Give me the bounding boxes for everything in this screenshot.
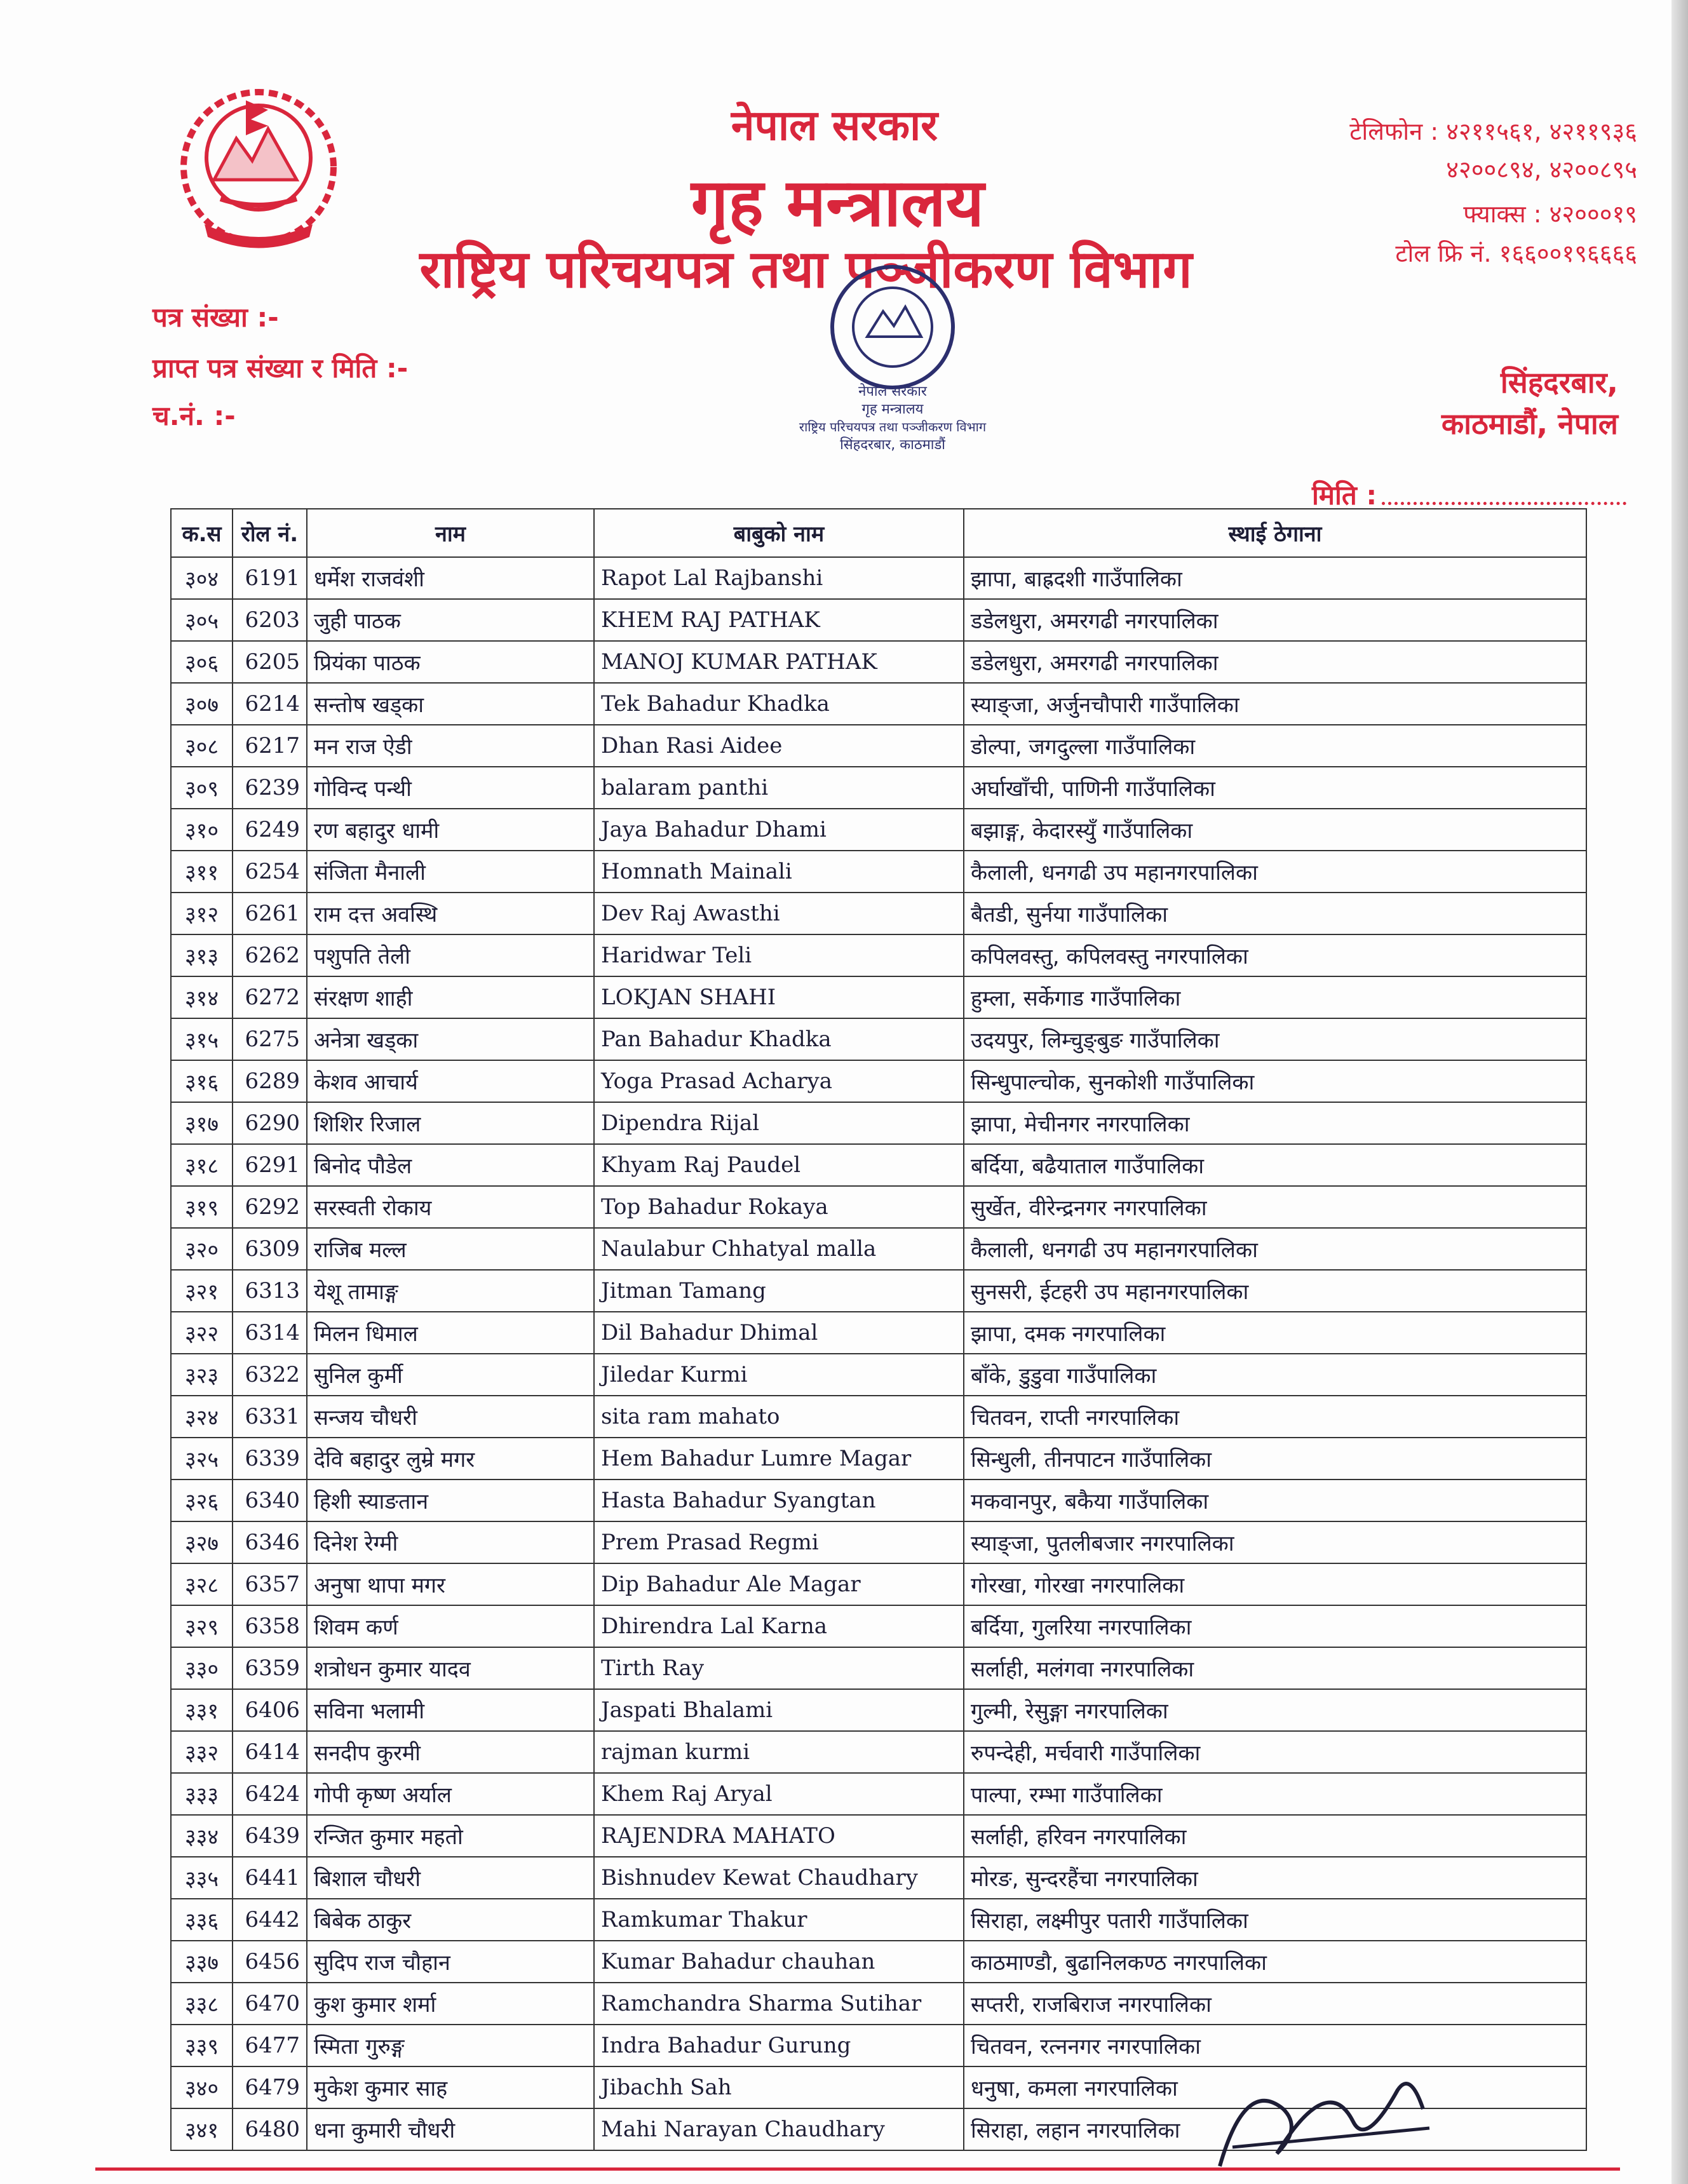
- father-name-cell: Hasta Bahadur Syangtan: [594, 1480, 964, 1521]
- serial-cell: ३२५: [171, 1438, 233, 1480]
- page-edge-shadow: [1671, 0, 1688, 2184]
- father-name-cell: Khyam Raj Paudel: [594, 1144, 964, 1186]
- serial-cell: ३२२: [171, 1312, 233, 1354]
- name-cell: धर्मेश राजवंशी: [307, 557, 594, 599]
- name-cell: शत्रोधन कुमार यादव: [307, 1647, 594, 1689]
- roll-cell: 6272: [233, 976, 307, 1018]
- name-cell: मन राज ऐडी: [307, 725, 594, 767]
- table-row: [171, 1563, 1586, 1605]
- address-cell: सर्लाही, मलंगवा नगरपालिका: [964, 1647, 1586, 1689]
- phone-numbers-2: ४२००८९४, ४२००८९५: [1446, 156, 1637, 184]
- father-name-cell: Ramkumar Thakur: [594, 1899, 964, 1941]
- address-cell: गोरखा, गोरखा नगरपालिका: [964, 1563, 1586, 1605]
- table-row: [171, 976, 1586, 1018]
- name-cell: सन्तोष खड्का: [307, 683, 594, 725]
- roll-cell: 6441: [233, 1857, 307, 1899]
- roll-cell: 6205: [233, 641, 307, 683]
- government-title: नेपाल सरकार: [731, 101, 938, 150]
- name-cell: धना कुमारी चाैधरी: [307, 2108, 594, 2150]
- serial-cell: ३३८: [171, 1983, 233, 2025]
- father-name-cell: rajman kurmi: [594, 1731, 964, 1773]
- roll-cell: 6292: [233, 1186, 307, 1228]
- serial-cell: ३३७: [171, 1941, 233, 1983]
- father-name-cell: balaram panthi: [594, 767, 964, 809]
- name-cell: सरस्वती रोकाय: [307, 1186, 594, 1228]
- table-row: [171, 1228, 1586, 1270]
- roll-cell: 6477: [233, 2025, 307, 2066]
- roll-cell: 6479: [233, 2066, 307, 2108]
- roll-cell: 6313: [233, 1270, 307, 1312]
- table-row: [171, 1354, 1586, 1396]
- address-cell: बैतडी, सुर्नया गाउँपालिका: [964, 893, 1586, 934]
- name-cell: सविना भलामी: [307, 1689, 594, 1731]
- address-cell: कैलाली, धनगढी उप महानगरपालिका: [964, 851, 1586, 893]
- roll-cell: 6275: [233, 1018, 307, 1060]
- father-name-cell: Dip Bahadur Ale Magar: [594, 1563, 964, 1605]
- serial-cell: ३३०: [171, 1647, 233, 1689]
- date-blank-line: [1382, 502, 1626, 505]
- father-name-cell: Jibachh Sah: [594, 2066, 964, 2108]
- table-row: [171, 1018, 1586, 1060]
- roll-cell: 6309: [233, 1228, 307, 1270]
- serial-cell: ३२१: [171, 1270, 233, 1312]
- table-row: [171, 1773, 1586, 1815]
- name-cell: राम दत्त अवस्थि: [307, 893, 594, 934]
- father-name-cell: Dev Raj Awasthi: [594, 893, 964, 934]
- roll-cell: 6346: [233, 1521, 307, 1563]
- address-cell: अर्घाखाँची, पाणिनी गाउँपालिका: [964, 767, 1586, 809]
- roll-cell: 6480: [233, 2108, 307, 2150]
- ministry-title: गृह मन्त्रालय: [691, 164, 985, 241]
- table-row: [171, 1941, 1586, 1983]
- address-cell: कपिलवस्तु, कपिलवस्तु नगरपालिका: [964, 934, 1586, 976]
- name-cell: मिलन धिमाल: [307, 1312, 594, 1354]
- name-cell: मुकेश कुमार साह: [307, 2066, 594, 2108]
- address-cell: उदयपुर, लिम्चुङ्बुङ गाउँपालिका: [964, 1018, 1586, 1060]
- serial-cell: ३१८: [171, 1144, 233, 1186]
- address-cell: बझाङ्ग, केदारस्युँ गाउँपालिका: [964, 809, 1586, 851]
- name-cell: गोपी कृष्ण अर्याल: [307, 1773, 594, 1815]
- name-cell: अनुषा थापा मगर: [307, 1563, 594, 1605]
- roll-cell: 6262: [233, 934, 307, 976]
- name-cell: बिबेक ठाकुर: [307, 1899, 594, 1941]
- table-row: [171, 1647, 1586, 1689]
- col-address-header: स्थाई ठेगाना: [964, 509, 1586, 557]
- father-name-cell: Jitman Tamang: [594, 1270, 964, 1312]
- name-cell: सन्जय चाैधरी: [307, 1396, 594, 1438]
- name-cell: शिशिर रिजाल: [307, 1102, 594, 1144]
- table-row: [171, 1144, 1586, 1186]
- serial-cell: ३१७: [171, 1102, 233, 1144]
- serial-cell: ३३९: [171, 2025, 233, 2066]
- name-cell: अनेत्रा खड्का: [307, 1018, 594, 1060]
- father-name-cell: Tirth Ray: [594, 1647, 964, 1689]
- serial-cell: ३१६: [171, 1060, 233, 1102]
- father-name-cell: Pan Bahadur Khadka: [594, 1018, 964, 1060]
- roll-cell: 6357: [233, 1563, 307, 1605]
- roll-cell: 6358: [233, 1605, 307, 1647]
- address-cell: चितवन, रत्ननगर नगरपालिका: [964, 2025, 1586, 2066]
- address-cell: स्याङ्जा, पुतलीबजार नगरपालिका: [964, 1521, 1586, 1563]
- serial-cell: ३३१: [171, 1689, 233, 1731]
- letter-number-label: पत्र संख्या :-: [152, 302, 279, 333]
- roll-cell: 6214: [233, 683, 307, 725]
- serial-cell: ३४०: [171, 2066, 233, 2108]
- phone-numbers: टेलिफोन : ४२११५६१, ४२११९३६: [1349, 118, 1637, 145]
- address-cell: झापा, मेचीनगर नगरपालिका: [964, 1102, 1586, 1144]
- footer-rule: [95, 2167, 1620, 2171]
- office-address-line1: सिंहदरबार,: [1500, 365, 1618, 400]
- name-cell: बिनोद पौडेल: [307, 1144, 594, 1186]
- address-cell: स्याङ्जा, अर्जुनचौपारी गाउँपालिका: [964, 683, 1586, 725]
- roll-cell: 6442: [233, 1899, 307, 1941]
- table-row: [171, 1689, 1586, 1731]
- roll-cell: 6249: [233, 809, 307, 851]
- name-cell: सनदीप कुरमी: [307, 1731, 594, 1773]
- address-cell: सुर्खेत, वीरेन्द्रनगर नगरपालिका: [964, 1186, 1586, 1228]
- applicant-table: [170, 508, 1587, 2151]
- serial-cell: ३३४: [171, 1815, 233, 1857]
- name-cell: दिनेश रेग्मी: [307, 1521, 594, 1563]
- table-row: [171, 1899, 1586, 1941]
- father-name-cell: Mahi Narayan Chaudhary: [594, 2108, 964, 2150]
- name-cell: कुश कुमार शर्मा: [307, 1983, 594, 2025]
- father-name-cell: Jaspati Bhalami: [594, 1689, 964, 1731]
- serial-cell: ३१९: [171, 1186, 233, 1228]
- name-cell: स्मिता गुरुङ्ग: [307, 2025, 594, 2066]
- received-letter-label: प्राप्त पत्र संख्या र मिति :-: [152, 353, 408, 384]
- father-name-cell: Top Bahadur Rokaya: [594, 1186, 964, 1228]
- name-cell: येशू तामाङ्ग: [307, 1270, 594, 1312]
- father-name-cell: Homnath Mainali: [594, 851, 964, 893]
- fax-number: फ्याक्स : ४२०००१९: [1463, 200, 1637, 228]
- table-row: [171, 809, 1586, 851]
- serial-cell: ३०७: [171, 683, 233, 725]
- table-row: [171, 1396, 1586, 1438]
- name-cell: केशव आचार्य: [307, 1060, 594, 1102]
- roll-cell: 6359: [233, 1647, 307, 1689]
- table-row: [171, 1857, 1586, 1899]
- table-row: [171, 1815, 1586, 1857]
- table-body: [171, 557, 1586, 2150]
- name-cell: प्रियंका पाठक: [307, 641, 594, 683]
- table-row: [171, 1983, 1586, 2025]
- address-cell: सिराहा, लक्ष्मीपुर पतारी गाउँपालिका: [964, 1899, 1586, 1941]
- address-cell: डडेलधुरा, अमरगढी नगरपालिका: [964, 641, 1586, 683]
- name-cell: रण बहादुर धामी: [307, 809, 594, 851]
- address-cell: सर्लाही, हरिवन नगरपालिका: [964, 1815, 1586, 1857]
- roll-cell: 6203: [233, 599, 307, 641]
- table-row: [171, 1270, 1586, 1312]
- serial-cell: ३२८: [171, 1563, 233, 1605]
- serial-cell: ३२७: [171, 1521, 233, 1563]
- table-row: [171, 1521, 1586, 1563]
- father-name-cell: Dil Bahadur Dhimal: [594, 1312, 964, 1354]
- address-cell: बर्दिया, गुलरिया नगरपालिका: [964, 1605, 1586, 1647]
- department-title: राष्ट्रिय परिचयपत्र तथा पञ्जीकरण विभाग: [419, 239, 1192, 300]
- table-row: [171, 767, 1586, 809]
- roll-cell: 6424: [233, 1773, 307, 1815]
- roll-cell: 6456: [233, 1941, 307, 1983]
- serial-cell: ३२४: [171, 1396, 233, 1438]
- address-cell: धनुषा, कमला नगरपालिका: [964, 2066, 1586, 2108]
- name-cell: शिवम कर्ण: [307, 1605, 594, 1647]
- table-row: [171, 1605, 1586, 1647]
- father-name-cell: Bishnudev Kewat Chaudhary: [594, 1857, 964, 1899]
- father-name-cell: Naulabur Chhatyal malla: [594, 1228, 964, 1270]
- name-cell: संरक्षण शाही: [307, 976, 594, 1018]
- serial-cell: ३०९: [171, 767, 233, 809]
- roll-cell: 6339: [233, 1438, 307, 1480]
- serial-cell: ३०४: [171, 557, 233, 599]
- name-cell: बिशाल चौधरी: [307, 1857, 594, 1899]
- father-name-cell: LOKJAN SHAHI: [594, 976, 964, 1018]
- address-cell: डोल्पा, जगदुल्ला गाउँपालिका: [964, 725, 1586, 767]
- father-name-cell: sita ram mahato: [594, 1396, 964, 1438]
- address-cell: डडेलधुरा, अमरगढी नगरपालिका: [964, 599, 1586, 641]
- address-cell: झापा, दमक नगरपालिका: [964, 1312, 1586, 1354]
- address-cell: बर्दिया, बढैयाताल गाउँपालिका: [964, 1144, 1586, 1186]
- serial-cell: ३३६: [171, 1899, 233, 1941]
- roll-cell: 6217: [233, 725, 307, 767]
- father-name-cell: Jiledar Kurmi: [594, 1354, 964, 1396]
- address-cell: पाल्पा, रम्भा गाउँपालिका: [964, 1773, 1586, 1815]
- table-row: [171, 1060, 1586, 1102]
- father-name-cell: Dhan Rasi Aidee: [594, 725, 964, 767]
- roll-cell: 6439: [233, 1815, 307, 1857]
- department-stamp: [759, 251, 1026, 480]
- father-name-cell: Yoga Prasad Acharya: [594, 1060, 964, 1102]
- father-name-cell: Indra Bahadur Gurung: [594, 2025, 964, 2066]
- name-cell: रन्जित कुमार महतो: [307, 1815, 594, 1857]
- address-cell: काठमाण्डौ, बुढानिलकण्ठ नगरपालिका: [964, 1941, 1586, 1983]
- name-cell: जुही पाठक: [307, 599, 594, 641]
- serial-cell: ३१२: [171, 893, 233, 934]
- table-row: [171, 851, 1586, 893]
- name-cell: देवि बहादुर लुम्रे मगर: [307, 1438, 594, 1480]
- father-name-cell: Hem Bahadur Lumre Magar: [594, 1438, 964, 1480]
- serial-cell: ३१५: [171, 1018, 233, 1060]
- table-row: [171, 1480, 1586, 1521]
- toll-free-number: टोल फ्रि नं. १६६००१९६६६६: [1395, 239, 1637, 267]
- serial-cell: ३१०: [171, 809, 233, 851]
- address-cell: मोरङ, सुन्दरहैंचा नगरपालिका: [964, 1857, 1586, 1899]
- serial-cell: ३४१: [171, 2108, 233, 2150]
- table-row: [171, 1438, 1586, 1480]
- father-name-cell: Khem Raj Aryal: [594, 1773, 964, 1815]
- roll-cell: 6291: [233, 1144, 307, 1186]
- official-signature: [1207, 2052, 1436, 2179]
- serial-cell: ३०५: [171, 599, 233, 641]
- stamp-line-3: राष्ट्रिय परिचयपत्र तथा पञ्जीकरण विभाग: [799, 419, 987, 435]
- address-cell: सुनसरी, ईटहरी उप महानगरपालिका: [964, 1270, 1586, 1312]
- date-label: मिति :: [1312, 480, 1377, 511]
- father-name-cell: Prem Prasad Regmi: [594, 1521, 964, 1563]
- father-name-cell: Dipendra Rijal: [594, 1102, 964, 1144]
- stamp-line-2: गृह मन्त्रालय: [861, 401, 924, 417]
- address-cell: सिन्धुपाल्चोक, सुनकोशी गाउँपालिका: [964, 1060, 1586, 1102]
- roll-cell: 6406: [233, 1689, 307, 1731]
- col-name-header: नाम: [307, 509, 594, 557]
- table-row: [171, 1102, 1586, 1144]
- father-name-cell: Jaya Bahadur Dhami: [594, 809, 964, 851]
- table-row: [171, 893, 1586, 934]
- table-row: [171, 683, 1586, 725]
- address-cell: गुल्मी, रेसुङ्गा नगरपालिका: [964, 1689, 1586, 1731]
- serial-cell: ३०६: [171, 641, 233, 683]
- father-name-cell: Tek Bahadur Khadka: [594, 683, 964, 725]
- father-name-cell: MANOJ KUMAR PATHAK: [594, 641, 964, 683]
- table-row: [171, 557, 1586, 599]
- stamp-line-4: सिंहदरबार, काठमाडौं: [840, 437, 945, 453]
- roll-cell: 6239: [233, 767, 307, 809]
- roll-cell: 6289: [233, 1060, 307, 1102]
- name-cell: गोविन्द पन्थी: [307, 767, 594, 809]
- serial-cell: ३०८: [171, 725, 233, 767]
- father-name-cell: Rapot Lal Rajbanshi: [594, 557, 964, 599]
- address-cell: सप्तरी, राजबिराज नगरपालिका: [964, 1983, 1586, 2025]
- serial-cell: ३११: [171, 851, 233, 893]
- name-cell: हिशी स्याङतान: [307, 1480, 594, 1521]
- roll-cell: 6314: [233, 1312, 307, 1354]
- name-cell: राजिब मल्ल: [307, 1228, 594, 1270]
- roll-cell: 6340: [233, 1480, 307, 1521]
- address-cell: सिराहा, लहान नगरपालिका: [964, 2108, 1586, 2150]
- serial-cell: ३२९: [171, 1605, 233, 1647]
- father-name-cell: Dhirendra Lal Karna: [594, 1605, 964, 1647]
- address-cell: कैलाली, धनगढी उप महानगरपालिका: [964, 1228, 1586, 1270]
- father-name-cell: RAJENDRA MAHATO: [594, 1815, 964, 1857]
- serial-cell: ३१३: [171, 934, 233, 976]
- serial-cell: ३३५: [171, 1857, 233, 1899]
- col-serial-header: क.स: [171, 509, 233, 557]
- roll-cell: 6470: [233, 1983, 307, 2025]
- roll-cell: 6322: [233, 1354, 307, 1396]
- roll-cell: 6261: [233, 893, 307, 934]
- serial-cell: ३३२: [171, 1731, 233, 1773]
- name-cell: सुदिप राज चौहान: [307, 1941, 594, 1983]
- table-row: [171, 599, 1586, 641]
- table-row: [171, 641, 1586, 683]
- name-cell: सुनिल कुर्मी: [307, 1354, 594, 1396]
- serial-cell: ३३३: [171, 1773, 233, 1815]
- table-row: [171, 934, 1586, 976]
- col-father-header: बाबुको नाम: [594, 509, 964, 557]
- father-name-cell: Haridwar Teli: [594, 934, 964, 976]
- father-name-cell: Ramchandra Sharma Sutihar: [594, 1983, 964, 2025]
- table-row: [171, 725, 1586, 767]
- roll-cell: 6290: [233, 1102, 307, 1144]
- serial-cell: ३२६: [171, 1480, 233, 1521]
- table-header-row: [171, 509, 1586, 557]
- dispatch-number-label: च.नं. :-: [152, 400, 236, 431]
- office-address-line2: काठमाडौं, नेपाल: [1441, 407, 1618, 441]
- name-cell: पशुपति तेली: [307, 934, 594, 976]
- roll-cell: 6191: [233, 557, 307, 599]
- table-row: [171, 1731, 1586, 1773]
- roll-cell: 6254: [233, 851, 307, 893]
- address-cell: हुम्ला, सर्केगाड गाउँपालिका: [964, 976, 1586, 1018]
- father-name-cell: Kumar Bahadur chauhan: [594, 1941, 964, 1983]
- serial-cell: ३२०: [171, 1228, 233, 1270]
- table-row: [171, 1312, 1586, 1354]
- col-roll-header: रोल नं.: [233, 509, 307, 557]
- address-cell: सिन्धुली, तीनपाटन गाउँपालिका: [964, 1438, 1586, 1480]
- address-cell: चितवन, राप्ती नगरपालिका: [964, 1396, 1586, 1438]
- address-cell: मकवानपुर, बकैया गाउँपालिका: [964, 1480, 1586, 1521]
- name-cell: संजिता मैनाली: [307, 851, 594, 893]
- roll-cell: 6331: [233, 1396, 307, 1438]
- roll-cell: 6414: [233, 1731, 307, 1773]
- address-cell: झापा, बाह्रदशी गाउँपालिका: [964, 557, 1586, 599]
- address-cell: रुपन्देही, मर्चवारी गाउँपालिका: [964, 1731, 1586, 1773]
- serial-cell: ३१४: [171, 976, 233, 1018]
- table-row: [171, 1186, 1586, 1228]
- address-cell: बाँके, डुडुवा गाउँपालिका: [964, 1354, 1586, 1396]
- father-name-cell: KHEM RAJ PATHAK: [594, 599, 964, 641]
- serial-cell: ३२३: [171, 1354, 233, 1396]
- stamp-line-1: नेपाल सरकार: [858, 384, 927, 400]
